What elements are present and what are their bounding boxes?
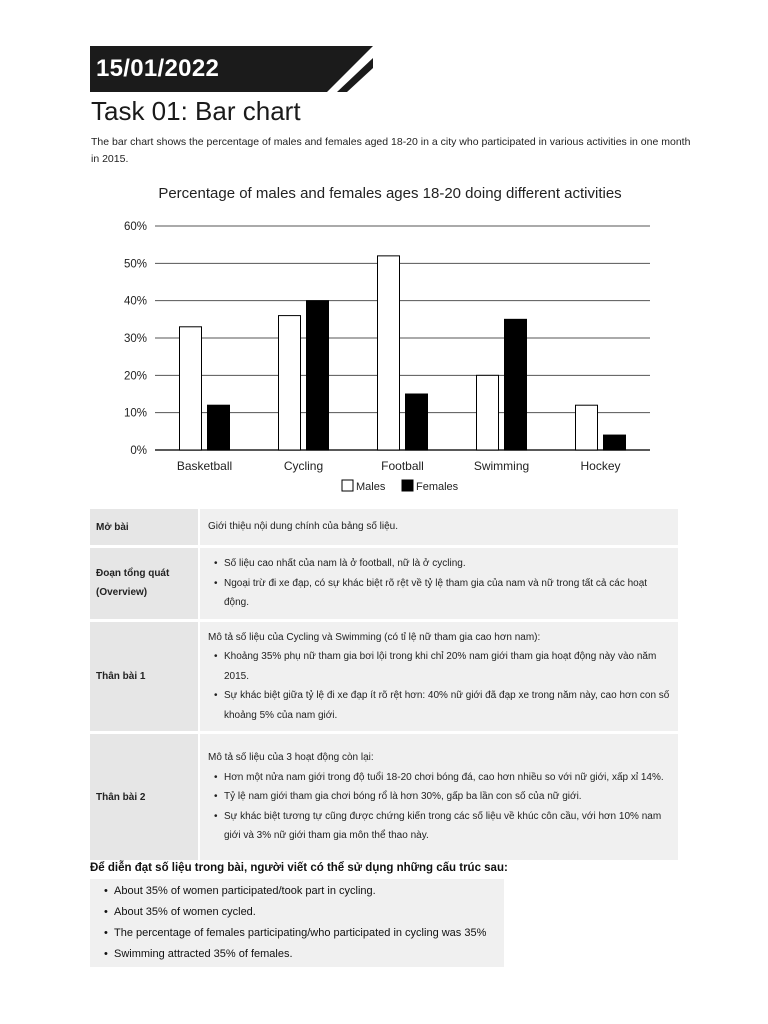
- y-tick-label: 40%: [123, 295, 147, 308]
- bar-chart-svg: [110, 178, 670, 508]
- legend-label-females: Females: [416, 481, 459, 493]
- outline-bullet: • Số liệu cao nhất của nam là ở football, nữ là ở cycling.: [224, 554, 670, 574]
- structures-list: [90, 881, 504, 965]
- x-tick-label: Hockey: [580, 459, 621, 473]
- outline-row-content: [200, 509, 678, 545]
- legend-label-males: Males: [356, 481, 386, 493]
- outline-text: Giới thiệu nội dung chính của bảng số liệu.: [208, 521, 399, 533]
- bar-females-swimming: [505, 319, 527, 450]
- bar-females-hockey: [604, 435, 626, 450]
- structure-item: • The percentage of females participating/who participated in cycling was 35%: [114, 923, 504, 944]
- structure-item: • About 35% of women participated/took part in cycling.: [114, 881, 504, 902]
- outline-row-label: Mở bài: [90, 509, 200, 545]
- date-banner: [90, 46, 373, 92]
- outline-intro: Mô tả số liệu của Cycling và Swimming (có tỉ lệ nữ tham gia cao hơn nam):: [208, 631, 541, 643]
- x-tick-label: Cycling: [283, 459, 324, 473]
- outline-bullet: • Hơn một nửa nam giới trong độ tuổi 18-20 chơi bóng đá, cao hơn nhiều so với nữ giới, xấp xỉ 14%.: [224, 768, 670, 788]
- outline-row: [90, 622, 678, 732]
- bar-males-hockey: [576, 405, 598, 450]
- outline-bullet: • Tỷ lệ nam giới tham gia chơi bóng rổ là hơn 30%, gấp ba lần con số của nữ giới.: [224, 787, 670, 807]
- outline-table: [90, 506, 678, 863]
- outline-row-content: [200, 734, 678, 860]
- bar-males-cycling: [279, 316, 301, 450]
- outline-bullets: [208, 647, 670, 725]
- x-tick-label: Football: [381, 459, 424, 473]
- structures-title: Để diễn đạt số liệu trong bài, người viết có thể sử dụng những cấu trúc sau:: [90, 862, 508, 874]
- outline-row-label: Đoạn tổng quát (Overview): [90, 548, 200, 619]
- outline-bullets: [208, 554, 670, 613]
- bar-males-swimming: [477, 375, 499, 450]
- y-tick-label: 10%: [123, 407, 147, 420]
- outline-bullet: • Khoảng 35% phụ nữ tham gia bơi lội trong khi chỉ 20% nam giới tham gia hoạt động này vào năm 2015.: [224, 647, 670, 686]
- date-text: 15/01/2022: [96, 55, 220, 82]
- y-tick-label: 60%: [123, 221, 147, 233]
- outline-row-label: Thân bài 1: [90, 622, 200, 732]
- outline-bullet: • Ngoại trừ đi xe đạp, có sự khác biệt rõ rệt về tỷ lệ tham gia của nam và nữ trong tất cả các hoạt động.: [224, 574, 670, 613]
- x-tick-label: Basketball: [176, 459, 233, 473]
- outline-row-label: Thân bài 2: [90, 734, 200, 860]
- outline-row: [90, 734, 678, 860]
- outline-bullets: [208, 768, 670, 846]
- bar-chart: [110, 178, 670, 513]
- outline-intro: Mô tả số liệu của 3 hoạt động còn lại:: [208, 752, 374, 764]
- y-tick-label: 0%: [130, 445, 147, 457]
- outline-bullet: • Sự khác biệt giữa tỷ lệ đi xe đạp ít rõ rệt hơn: 40% nữ giới đã đạp xe trong năm này, cao hơn con số khoảng 5% của nam giới.: [224, 686, 670, 725]
- x-tick-label: Swimming: [473, 459, 530, 473]
- task-title: Task 01: Bar chart: [91, 96, 301, 126]
- legend-swatch-females: [402, 480, 413, 491]
- y-tick-label: 50%: [123, 258, 147, 271]
- structure-item: • Swimming attracted 35% of females.: [114, 944, 504, 965]
- y-tick-label: 20%: [123, 370, 147, 383]
- outline-row-content: [200, 548, 678, 619]
- bar-females-cycling: [307, 301, 329, 450]
- bar-males-basketball: [180, 327, 202, 450]
- intro-text: The bar chart shows the percentage of males and females aged 18-20 in a city who participated in various activities in one month in 2015.: [91, 136, 691, 165]
- legend-swatch-males: [342, 480, 353, 491]
- bar-females-football: [406, 394, 428, 450]
- outline-row: [90, 509, 678, 545]
- outline-row-content: [200, 622, 678, 732]
- bar-males-football: [378, 256, 400, 450]
- structure-item: • About 35% of women cycled.: [114, 902, 504, 923]
- outline-row: [90, 548, 678, 619]
- outline-bullet: • Sự khác biệt tương tự cũng được chứng kiến trong các số liệu về khúc côn cầu, với hơn 10% nam giới và 3% nữ giới tham gia môn thể thao này.: [224, 807, 670, 846]
- chart-title: Percentage of males and females ages 18-20 doing different activities: [158, 185, 622, 202]
- y-tick-label: 30%: [123, 333, 147, 345]
- structures-box: [90, 879, 504, 967]
- bar-females-basketball: [208, 405, 230, 450]
